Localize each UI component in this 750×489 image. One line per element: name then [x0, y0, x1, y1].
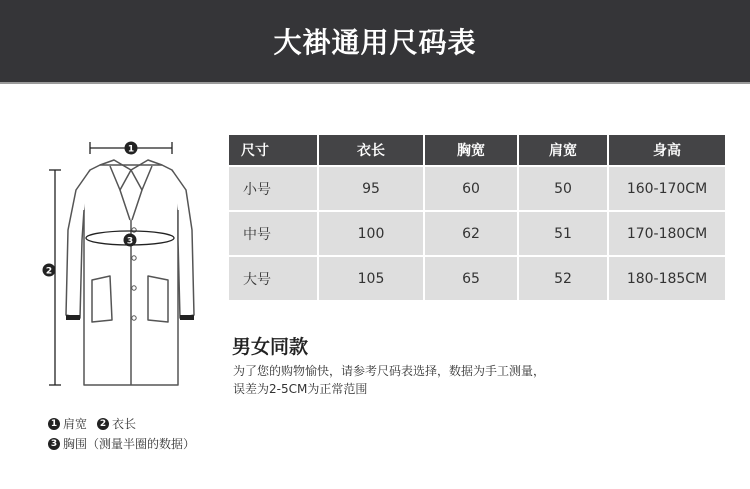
right-cuff [180, 315, 194, 320]
cell-size: 小号 [229, 167, 317, 210]
legend-chest: 胸围（测量半圈的数据） [63, 437, 196, 451]
legend-row [48, 414, 195, 434]
header-length: 衣长 [319, 135, 423, 165]
svg-text:3: 3 [126, 236, 134, 247]
marker-3 [124, 234, 137, 247]
legend-marker-2: 2 [97, 418, 109, 430]
cell-height: 180-185CM [609, 257, 725, 300]
measurement-note [233, 362, 633, 398]
marker-2 [43, 264, 56, 277]
cell-size: 大号 [229, 257, 317, 300]
unisex-heading: 男女同款 [232, 336, 309, 358]
cell-height: 160-170CM [609, 167, 725, 210]
note-line-1: 为了您的购物愉快，请参考尺码表选择，数据为手工测量， [233, 364, 546, 378]
cell-shoulder: 52 [519, 257, 607, 300]
cell-length: 105 [319, 257, 423, 300]
cell-length: 100 [319, 212, 423, 255]
svg-text:1: 1 [127, 144, 135, 155]
legend-marker-1: 1 [48, 418, 60, 430]
cell-height: 170-180CM [609, 212, 725, 255]
cell-size: 中号 [229, 212, 317, 255]
cell-chest: 65 [425, 257, 517, 300]
coat-illustration [30, 130, 210, 410]
measurement-legend [48, 414, 195, 454]
banner-divider [0, 82, 750, 84]
note-line-2: 误差为2-5CM为正常范围 [233, 382, 368, 396]
cell-chest: 62 [425, 212, 517, 255]
size-table [227, 133, 727, 302]
header-height: 身高 [609, 135, 725, 165]
cell-length: 95 [319, 167, 423, 210]
left-cuff [66, 315, 80, 320]
page-title: 大褂通用尺码表 [273, 26, 477, 59]
legend-shoulder: 肩宽 [63, 417, 88, 431]
legend-marker-3: 3 [48, 438, 60, 450]
legend-length: 衣长 [112, 417, 137, 431]
coat-outline [66, 160, 194, 385]
table-row [229, 257, 725, 300]
table-row [229, 212, 725, 255]
header-shoulder: 肩宽 [519, 135, 607, 165]
marker-1 [125, 142, 138, 155]
header-chest: 胸宽 [425, 135, 517, 165]
table-row [229, 167, 725, 210]
cell-shoulder: 51 [519, 212, 607, 255]
legend-row [48, 434, 195, 454]
svg-text:2: 2 [45, 266, 53, 277]
length-measure-line [49, 170, 61, 385]
header-size: 尺寸 [229, 135, 317, 165]
table-header-row [229, 135, 725, 165]
cell-chest: 60 [425, 167, 517, 210]
cell-shoulder: 50 [519, 167, 607, 210]
title-banner [0, 0, 750, 82]
